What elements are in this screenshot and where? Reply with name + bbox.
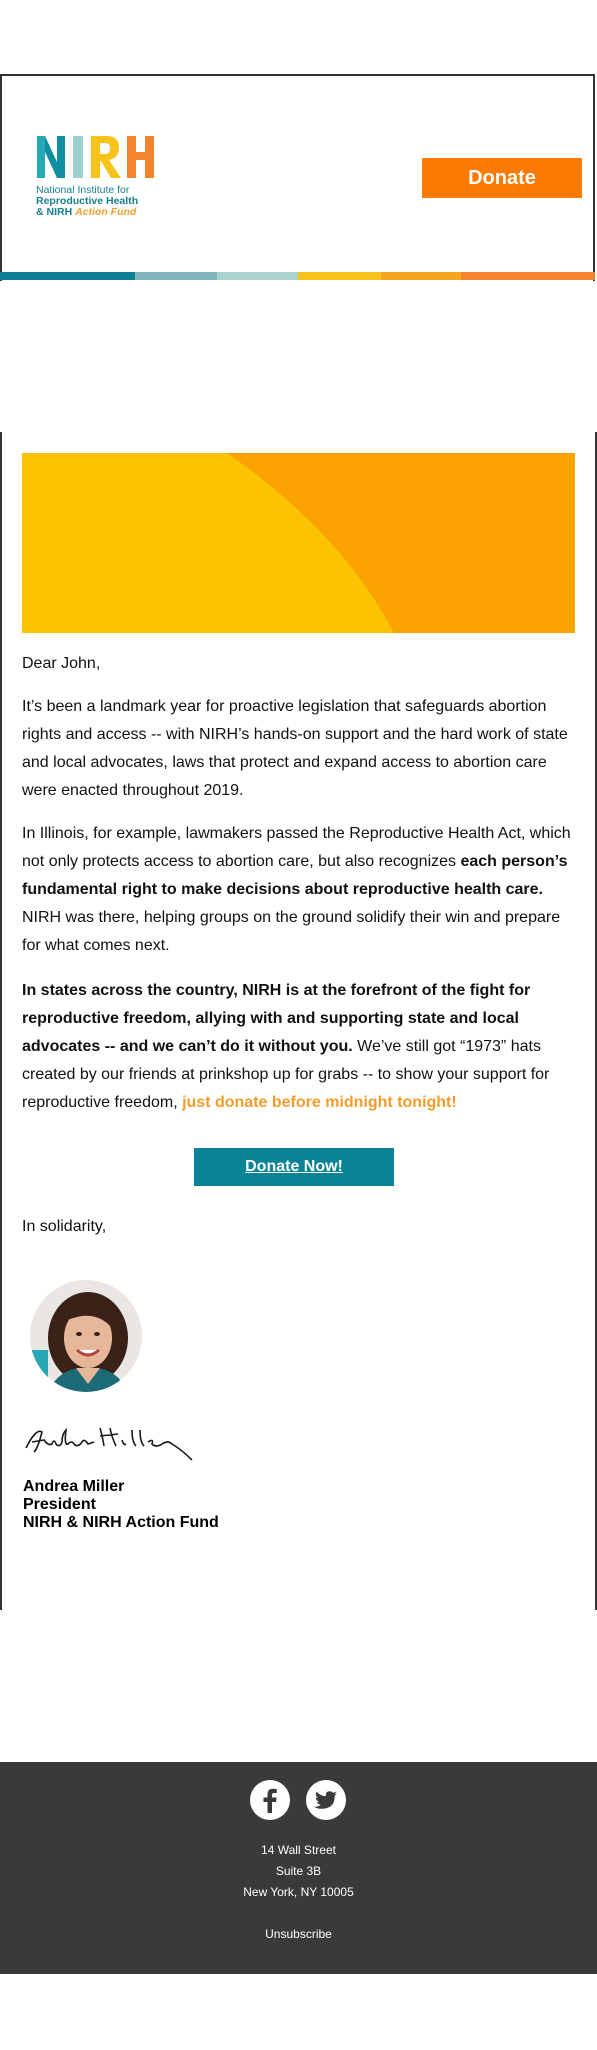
address-line-2: Suite 3B	[275, 1864, 322, 1878]
closing: In solidarity,	[22, 1218, 107, 1235]
paragraph-2-text-b: NIRH was there, helping groups on the ground solidify their win and prepare for what comes next.	[22, 909, 561, 954]
nirh-logo-mark	[35, 132, 155, 180]
nirh-logo[interactable]	[35, 132, 155, 222]
facebook-icon[interactable]	[250, 1780, 290, 1820]
stripe-segment-3	[217, 272, 298, 280]
signoff-name: Andrea Miller	[23, 1478, 125, 1495]
paragraph-3	[22, 977, 575, 1117]
paragraph-1-text: It’s been a landmark year for proactive legislation that safeguards abortion rights and access -- with NIRH’s hands-on support and the hard work of state and local advocates, laws that protect and expand access to abortion care were enacted throughout 2019.	[22, 698, 568, 799]
stripe-segment-4	[298, 272, 381, 280]
address-line-1: 14 Wall Street	[261, 1843, 336, 1857]
signoff-title: President	[23, 1496, 96, 1513]
logo-line-2: Reproductive Health	[36, 195, 139, 207]
stripe-segment-5	[381, 272, 461, 280]
paragraph-1	[22, 693, 575, 805]
color-stripe	[0, 272, 595, 280]
donate-deadline-text: just donate before midnight tonight!	[182, 1094, 457, 1111]
paragraph-2-text-a: In Illinois, for example, lawmakers passed the Reproductive Health Act, which not only protects access to abortion care, but also recognizes	[22, 825, 571, 870]
signoff-org: NIRH & NIRH Action Fund	[23, 1514, 219, 1531]
avatar	[30, 1280, 142, 1392]
unsubscribe-link[interactable]: Unsubscribe	[265, 1927, 332, 1941]
paragraph-3-bold: In states across the country, NIRH is at the forefront of the fight for reproductive freedom, allying with and supporting state and local advocates -- and we can’t do it without you.	[22, 982, 531, 1055]
donate-button[interactable]: Donate	[422, 158, 582, 198]
stripe-segment-6	[461, 272, 595, 280]
paragraph-2-bold: each person’s fundamental right to make decisions about reproductive health care.	[22, 853, 568, 898]
address-line-3: New York, NY 10005	[243, 1885, 354, 1899]
logo-line-3	[36, 206, 136, 218]
hero-banner	[22, 453, 575, 633]
signoff-block	[23, 1478, 219, 1532]
twitter-icon[interactable]	[306, 1780, 346, 1820]
logo-action-fund: Action Fund	[75, 206, 137, 218]
email-footer	[0, 1762, 597, 1974]
stripe-segment-2	[135, 272, 217, 280]
paragraph-2	[22, 820, 575, 960]
stripe-segment-1	[0, 272, 135, 280]
paragraph-3-text: We’ve still got “1973” hats created by our friends at prinkshop up for grabs -- to show your support for reproductive freedom,	[22, 1038, 550, 1111]
email-header	[0, 74, 595, 281]
logo-line-3-prefix: & NIRH	[36, 206, 73, 218]
donate-now-button[interactable]: Donate Now!	[194, 1148, 394, 1186]
signature	[22, 1418, 202, 1462]
greeting: Dear John,	[22, 655, 101, 672]
logo-line-1: National Institute for	[36, 184, 130, 196]
